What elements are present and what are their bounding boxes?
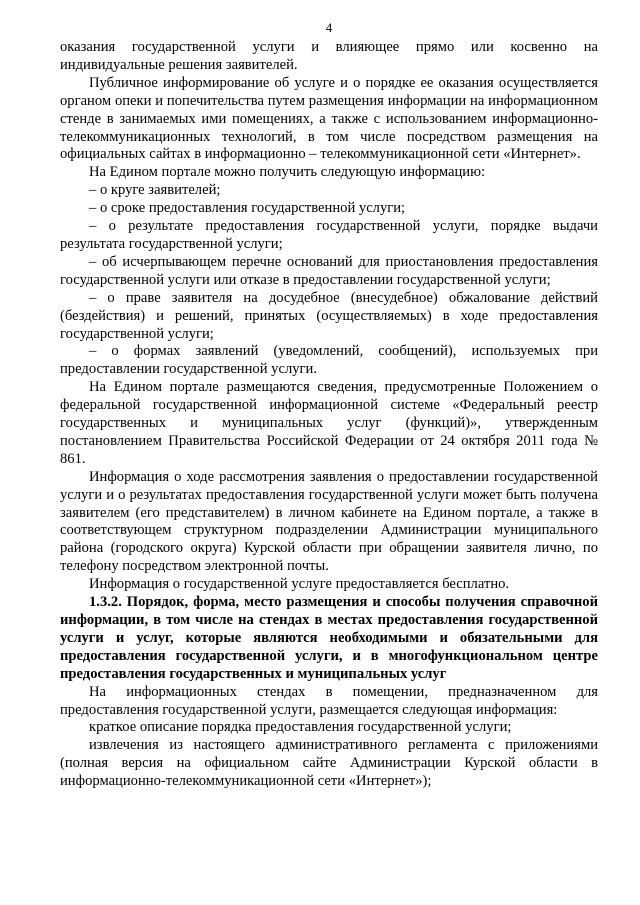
paragraph: – об исчерпывающем перечне оснований для приостановления предоставления государственной услуги или отказе в предоставлении государственной услуги; bbox=[60, 253, 598, 288]
paragraph: извлечения из настоящего административного регламента с приложениями (полная версия на официальном сайте Администрации Курской области в информационно-телекоммуникационной сети «Интернет»); bbox=[60, 737, 598, 790]
paragraph: На информационных стендах в помещении, предназначенном для предоставления государственной услуги, размещается следующая информация: bbox=[60, 683, 598, 718]
paragraph: – о праве заявителя на досудебное (внесудебное) обжалование действий (бездействия) и решений, принятых (осуществляемых) в ходе предоставления государственной услуги; bbox=[60, 289, 598, 342]
paragraph: – о круге заявителей; bbox=[89, 182, 221, 199]
paragraph: Публичное информирование об услуге и о порядке ее оказания осуществляется органом опеки и попечительства путем размещения информации на информационном стенде в занимаемых ими помещениях, а также с использованием информационно-телекоммуникационных технологий, в том числе посредством размещения на официальных сайтах в информационно – телекоммуникационной сети «Интернет». bbox=[60, 74, 598, 163]
paragraph: краткое описание порядка предоставления государственной услуги; bbox=[89, 719, 512, 736]
paragraph: – о формах заявлений (уведомлений, сообщений), используемых при предоставлении государственной услуги. bbox=[60, 343, 598, 378]
section-heading: 1.3.2. Порядок, форма, место размещения и способы получения справочной информации, в том числе на стендах в местах предоставления государственной услуги и услуг, которые являются необходимыми и обязательными для предоставления государственной услуги, и в многофункциональном центре предоставления государственных и муниципальных услуг bbox=[60, 594, 598, 682]
page-number: 4 bbox=[325, 20, 333, 35]
paragraph: – о сроке предоставления государственной услуги; bbox=[89, 200, 406, 217]
paragraph: Информация о ходе рассмотрения заявления о предоставлении государственной услуги и о результатах предоставления государственной услуги может быть получена заявителем (его представителем) в личном кабинете на Едином портале, а также в соответствующем структурном подразделении Администрации муниципального района (городского округа) Курской области при обращении заявителя лично, по телефону посредством электронной почты. bbox=[60, 468, 598, 575]
paragraph: – о результате предоставления государственной услуги, порядке выдачи результата государственной услуги; bbox=[60, 218, 598, 252]
document-body bbox=[60, 39, 598, 791]
paragraph: оказания государственной услуги и влияющее прямо или косвенно на индивидуальные решения заявителей. bbox=[60, 39, 598, 73]
paragraph: Информация о государственной услуге предоставляется бесплатно. bbox=[89, 576, 510, 593]
paragraph: На Едином портале размещаются сведения, предусмотренные Положением о федеральной государственной информационной системе «Федеральный реестр государственных и муниципальных услуг (функций)», утвержденным постановлением Правительства Российской Федерации от 24 октября 2011 года № 861. bbox=[60, 379, 598, 467]
paragraph: На Едином портале можно получить следующую информацию: bbox=[89, 164, 486, 181]
